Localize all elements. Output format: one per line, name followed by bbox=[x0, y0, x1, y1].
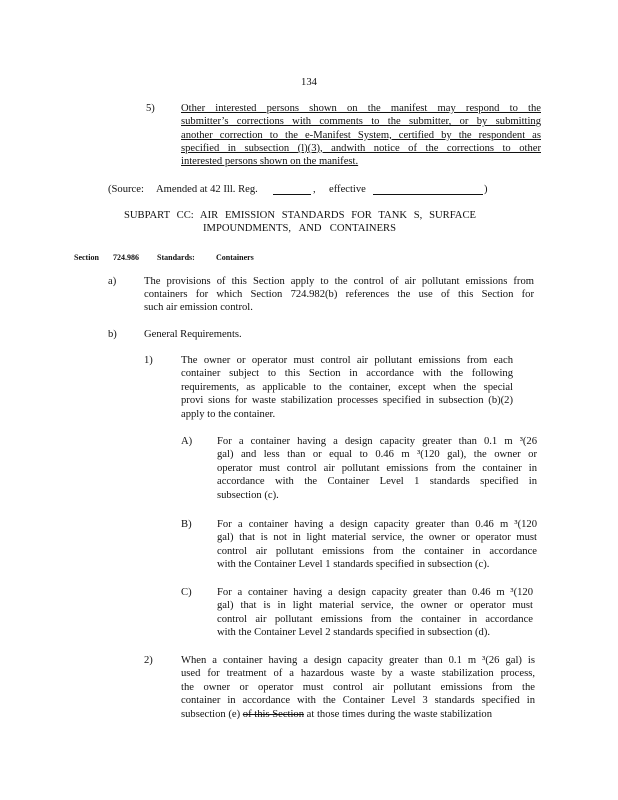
para-C-last-line: with the Container Level 2 standards specified in subsection (d). bbox=[217, 627, 491, 638]
source-close: ) bbox=[484, 184, 488, 195]
section-subtitle: Containers bbox=[216, 253, 254, 262]
para-a-last-line: such air emission control. bbox=[144, 302, 253, 313]
para-A-label: A) bbox=[181, 436, 193, 447]
para-A-line: accordance with the Container Level 1 standards specified in bbox=[217, 475, 537, 487]
para-b-label: b) bbox=[108, 329, 117, 340]
para-C-line: control air pollutant emissions from the container in accordance bbox=[217, 613, 533, 625]
source-text: Amended at 42 Ill. Reg. bbox=[156, 184, 258, 195]
section-number: 724.986 bbox=[113, 253, 139, 262]
section-title: Standards: bbox=[157, 253, 195, 262]
para-A-last-line: subsection (c). bbox=[217, 490, 279, 501]
para-A-line: For a container having a design capacity greater than 0.1 m ³(26 bbox=[217, 436, 537, 447]
subpart-title-line-1: SUBPART CC: AIR EMISSION STANDARDS FOR TANK S, SURFACE bbox=[124, 210, 476, 221]
item-5-line: submitter’s corrections with comments to the submitter, or by submitting bbox=[181, 116, 541, 128]
effective-date-blank bbox=[373, 184, 483, 195]
para-a-text bbox=[144, 275, 534, 302]
source-effective: effective bbox=[329, 184, 366, 195]
para-B-label: B) bbox=[181, 519, 192, 530]
para-A-line: gal) and less than or equal to 0.46 m ³(120 gal), the owner or bbox=[217, 449, 537, 461]
para-b1-line: container subject to this Section in accordance with the following bbox=[181, 368, 513, 380]
para-b-text: General Requirements. bbox=[144, 329, 242, 340]
para-B-line: gal) that is not in light material service, the owner or operator must bbox=[217, 532, 537, 544]
para-a-line: The provisions of this Section apply to the control of air pollutant emissions from bbox=[144, 276, 534, 287]
para-C-line: gal) that is in light material service, the owner or operator must bbox=[217, 600, 533, 612]
register-blank bbox=[273, 184, 311, 195]
para-b1-text bbox=[181, 354, 513, 407]
para-B-line: For a container having a design capacity greater than 0.46 m ³(120 bbox=[217, 519, 537, 530]
para-C-line: For a container having a design capacity greater than 0.46 m ³(120 bbox=[217, 587, 533, 598]
item-5-text bbox=[181, 102, 541, 155]
subpart-title-line-2: IMPOUNDMENTS, AND CONTAINERS bbox=[203, 223, 396, 234]
para-b2-last-end: at those times during the waste stabilization bbox=[306, 709, 493, 720]
para-C-label: C) bbox=[181, 587, 192, 598]
para-A-line: operator must control air pollutant emissions from the container in bbox=[217, 462, 537, 474]
section-word: Section bbox=[74, 253, 99, 262]
para-b1-line: The owner or operator must control air pollutant emissions from each bbox=[181, 355, 513, 366]
para-b2-line: the owner or operator must control air pollutant emissions from the bbox=[181, 681, 535, 693]
item-5-line: another correction to the e-Manifest System, certified by the respondent as bbox=[181, 129, 541, 141]
para-b2-last-start: subsection (e) bbox=[181, 709, 241, 720]
para-b2-line: When a container having a design capacity greater than 0.1 m ³(26 gal) is bbox=[181, 655, 535, 666]
para-b1-line: requirements, as applicable to the container, except when the special bbox=[181, 381, 513, 393]
para-B-line: control air pollutant emissions from the container in accordance bbox=[217, 545, 537, 557]
source-prefix: (Source: bbox=[108, 184, 144, 195]
para-b2-label: 2) bbox=[144, 655, 153, 666]
item-5-label: 5) bbox=[146, 103, 155, 114]
source-comma: , bbox=[313, 184, 316, 195]
deleted-text: of this Section bbox=[242, 709, 305, 720]
item-5-line: specified in subsection (l)(3), andwith notice of the corrections to other bbox=[181, 142, 541, 154]
para-B-text bbox=[217, 518, 537, 558]
para-b2-text bbox=[181, 654, 535, 707]
item-5-last-line: interested persons shown on the manifest. bbox=[181, 156, 359, 167]
para-C-text bbox=[217, 586, 533, 626]
para-b1-last-line: apply to the container. bbox=[181, 409, 276, 420]
para-a-line: containers for which Section 724.982(b) references the use of this Section for bbox=[144, 289, 534, 301]
para-B-last-line: with the Container Level 1 standards specified in subsection (c). bbox=[217, 559, 490, 570]
page-number: 134 bbox=[301, 77, 317, 88]
para-a-label: a) bbox=[108, 276, 117, 287]
para-b1-line: provi sions for waste stabilization processes specified in subsection (b)(2) bbox=[181, 394, 513, 406]
para-b2-line: container in accordance with the Container Level 3 standards specified in bbox=[181, 694, 535, 706]
para-A-text bbox=[217, 435, 537, 488]
para-b2-line: used for treatment of a hazardous waste by a waste stabilization process, bbox=[181, 668, 535, 680]
item-5-line: Other interested persons shown on the manifest may respond to the bbox=[181, 103, 541, 114]
para-b2-last-line bbox=[181, 708, 492, 721]
para-b1-label: 1) bbox=[144, 355, 153, 366]
